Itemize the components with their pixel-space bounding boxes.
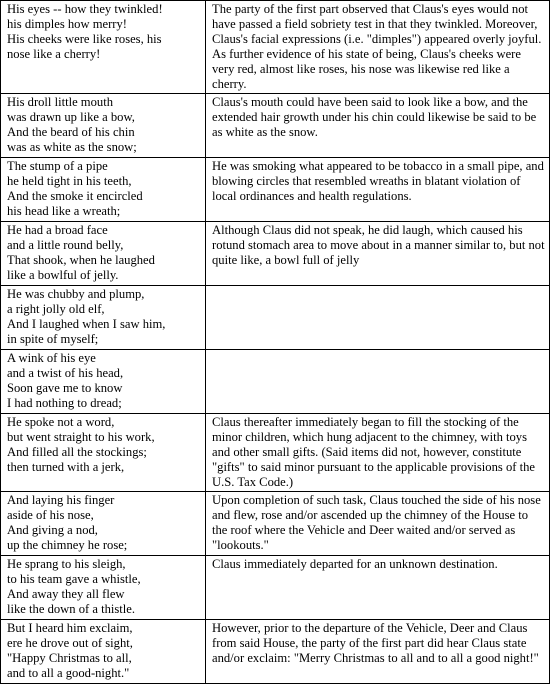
table-row	[1, 491, 550, 555]
commentary-cell	[206, 349, 550, 413]
verse-cell: But I heard him exclaim, ere he drove out of sight, "Happy Christmas to all, and to all a good-night."	[1, 619, 206, 683]
commentary-cell: Although Claus did not speak, he did laugh, which caused his rotund stomach area to move about in a manner similar to, but not quite like, a bowl full of jelly	[206, 221, 550, 285]
commentary-cell: Claus's mouth could have been said to look like a bow, and the extended hair growth under his chin could likewise be said to be as white as the snow.	[206, 93, 550, 157]
verse-cell: And laying his finger aside of his nose, And giving a nod, up the chimney he rose;	[1, 491, 206, 555]
table-row	[1, 619, 550, 683]
commentary-cell: Claus immediately departed for an unknown destination.	[206, 555, 550, 619]
table-row	[1, 1, 550, 94]
commentary-cell: Claus thereafter immediately began to fill the stocking of the minor children, which hung adjacent to the chimney, with toys and other small gifts. (Said items did not, however, constitute "gifts" to said minor pursuant to the applicable provisions of the U.S. Tax Code.)	[206, 413, 550, 491]
table-row	[1, 349, 550, 413]
commentary-cell: The party of the first part observed that Claus's eyes would not have passed a field sobriety test in that they twinkled. Moreover, Claus's facial expressions (i.e. "dimples") appeared overly joyful. As further evidence of his state of being, Claus's cheeks were very red, almost like roses, his nose was likewise red like a cherry.	[206, 1, 550, 94]
verse-cell: The stump of a pipe he held tight in his teeth, And the smoke it encircled his head like a wreath;	[1, 157, 206, 221]
commentary-cell: However, prior to the departure of the Vehicle, Deer and Claus from said House, the party of the first part did hear Claus state and/or exclaim: "Merry Christmas to all and to all a good night!"	[206, 619, 550, 683]
verse-cell: His droll little mouth was drawn up like a bow, And the beard of his chin was as white as the snow;	[1, 93, 206, 157]
commentary-cell: He was smoking what appeared to be tobacco in a small pipe, and blowing circles that resembled wreaths in blatant violation of local ordinances and health regulations.	[206, 157, 550, 221]
table-row	[1, 413, 550, 491]
commentary-cell	[206, 285, 550, 349]
table-row	[1, 285, 550, 349]
table-row	[1, 221, 550, 285]
commentary-cell: Upon completion of such task, Claus touched the side of his nose and flew, rose and/or ascended up the chimney of the House to the roof where the Vehicle and Deer waited and/or served as "lookouts."	[206, 491, 550, 555]
verse-cell: He was chubby and plump, a right jolly old elf, And I laughed when I saw him, in spite of myself;	[1, 285, 206, 349]
verse-cell: A wink of his eye and a twist of his head, Soon gave me to know I had nothing to dread;	[1, 349, 206, 413]
table-row	[1, 93, 550, 157]
table-row	[1, 157, 550, 221]
verse-cell: His eyes -- how they twinkled! his dimples how merry! His cheeks were like roses, his nose like a cherry!	[1, 1, 206, 94]
verse-cell: He spoke not a word, but went straight to his work, And filled all the stockings; then turned with a jerk,	[1, 413, 206, 491]
verse-cell: He sprang to his sleigh, to his team gave a whistle, And away they all flew like the down of a thistle.	[1, 555, 206, 619]
verse-cell: He had a broad face and a little round belly, That shook, when he laughed like a bowlful of jelly.	[1, 221, 206, 285]
table-row	[1, 555, 550, 619]
